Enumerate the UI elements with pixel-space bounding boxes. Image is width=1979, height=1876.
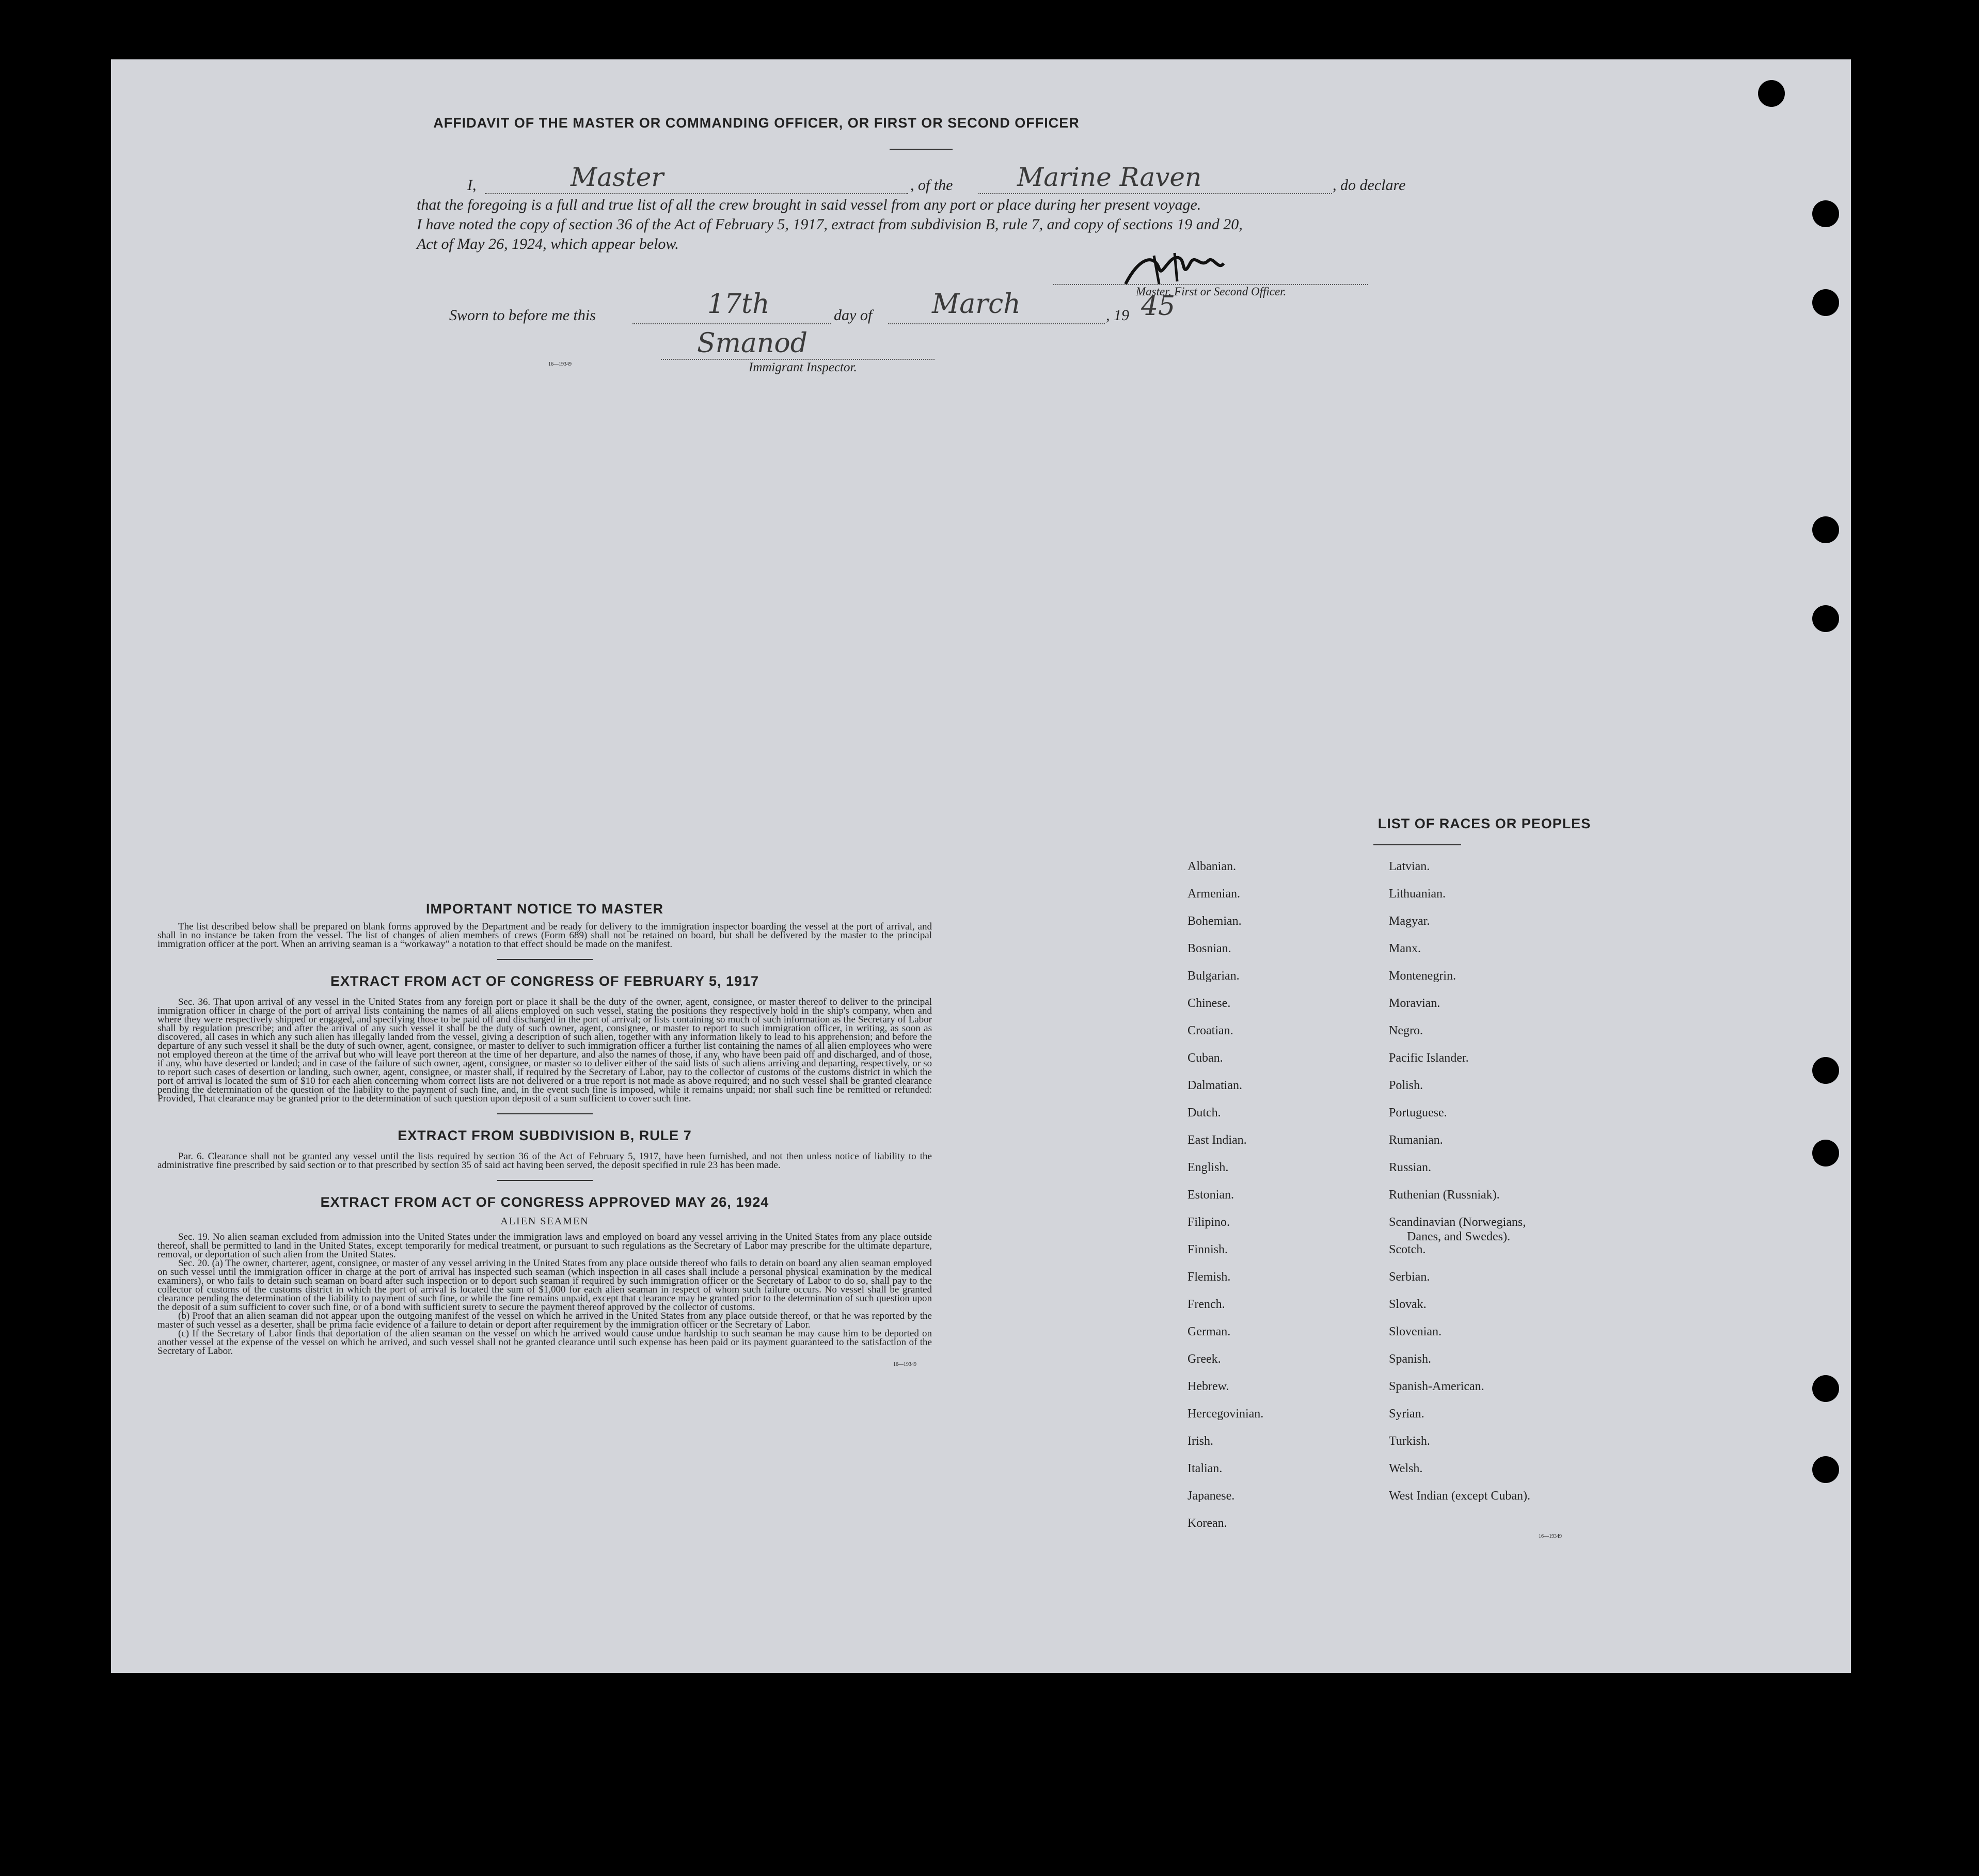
affidavit-form-number: 16—19349	[548, 361, 572, 367]
vessel-blank	[978, 193, 1332, 194]
race-item: Pacific Islander.	[1389, 1051, 1469, 1065]
race-item: Cuban.	[1188, 1051, 1223, 1065]
day-of-label: day of	[834, 307, 873, 324]
races-form-number: 16—19349	[1539, 1534, 1562, 1539]
inspector-line	[661, 359, 935, 360]
document-page	[111, 59, 1851, 1673]
sec-36-text: Sec. 36. That upon arrival of any vessel in the United States from any foreign port or place it shall be the duty of the owner, agent, consignee, or master thereof to deliver to the principal immigration officer in charge of the port of arrival lists containing the names of all aliens employed on such vessel, stating the positions they respectively hold in the ship's company, when and where they were respectively shipped or engaged, and specifying those to be paid off and discharged in the port of arrival; or lists containing so much of such information as the Secretary of Labor shall by regulation prescribe; and after the arrival of any such vessel it shall be the duty of such owner, agent, consignee, or master to report to such immigration officer, in writing, as soon as discovered, all cases in which any such alien has illegally landed from the vessel, giving a description of such alien, together with any information likely to lead to his apprehension; and before the departure of any such vessel it shall be the duty of such owner, agent, consignee, or master to deliver to such immigration officer a further list containing the names of all alien employees who were not employed thereon at the time of the arrival but who will leave port thereon at the time of her departure, and also the names of those, if any, who have been paid off and discharged, and of those, if any, who have deserted or landed; and in case of the failure of such owner, agent, consignee, or master so to deliver either of the said lists of such aliens arriving and departing, respectively, or so to report such cases of desertion or landing, such owner, agent, consignee, or master shall, if required by the Secretary of Labor, pay to the collector of customs of the customs district in which the port of arrival is located the sum of $10 for each alien concerning whom correct lists are not delivered or a true report is not made as above required; and no such vessel shall be granted clearance pending the determination of the question of the liability to the payment of such fine, and, in the event such fine is imposed, while it remains unpaid; nor shall such fine be remitted or refunded: Provided, That clearance may be granted prior to the determination of such question upon deposit of a sum sufficient to cover such fine.	[157, 997, 932, 1104]
race-item: Estonian.	[1188, 1188, 1234, 1202]
rule-7-body	[157, 1152, 932, 1170]
i-label: I,	[467, 177, 477, 194]
extract-1917-title: EXTRACT FROM ACT OF CONGRESS OF FEBRUARY 5, 1917	[330, 973, 759, 989]
race-item: Filipino.	[1188, 1216, 1230, 1229]
race-item: Ruthenian (Russniak).	[1389, 1188, 1500, 1202]
binder-hole	[1812, 1140, 1839, 1166]
race-item: Russian.	[1389, 1161, 1432, 1174]
race-item: Slovak.	[1389, 1298, 1427, 1311]
inspector-signature: Smanod	[697, 328, 808, 359]
race-item: Spanish-American.	[1389, 1380, 1484, 1393]
race-item: Welsh.	[1389, 1462, 1423, 1475]
of-the-label: , of the	[910, 177, 953, 194]
race-item: West Indian (except Cuban).	[1389, 1489, 1530, 1503]
race-item: Greek.	[1188, 1352, 1221, 1366]
race-item: Spanish.	[1389, 1352, 1432, 1366]
extract-1924-body	[157, 1233, 932, 1355]
race-item-continuation: Danes, and Swedes).	[1407, 1230, 1510, 1243]
sec-20c-text: (c) If the Secretary of Labor finds that deportation of the alien seaman on the vessel on which he arrived would cause undue hardship to such seaman he may cause him to be deported on another vessel at the expense of the vessel on which he arrived, and such vessel shall not be granted clearance until such expense has been paid or its payment guaranteed to the satisfaction of the Secretary of Labor.	[157, 1328, 932, 1357]
race-item: Finnish.	[1188, 1243, 1228, 1256]
binder-hole	[1812, 289, 1839, 316]
race-item: Italian.	[1188, 1462, 1223, 1475]
race-item: Slovenian.	[1389, 1325, 1442, 1338]
race-item: English.	[1188, 1161, 1229, 1174]
race-item: Moravian.	[1389, 997, 1440, 1010]
race-item: Armenian.	[1188, 887, 1240, 901]
extract-1917-body	[157, 998, 932, 1103]
race-item: Chinese.	[1188, 997, 1231, 1010]
master-signature	[1123, 248, 1226, 289]
race-item: Albanian.	[1188, 860, 1236, 873]
race-item: Dalmatian.	[1188, 1079, 1242, 1092]
race-item: Hercegovinian.	[1188, 1407, 1264, 1421]
race-item: Syrian.	[1389, 1407, 1424, 1421]
race-item: Polish.	[1389, 1079, 1423, 1092]
extract-1924-title: EXTRACT FROM ACT OF CONGRESS APPROVED MAY 26, 1924	[320, 1194, 769, 1210]
race-item: French.	[1188, 1298, 1225, 1311]
race-item: Serbian.	[1389, 1270, 1430, 1284]
divider-2	[497, 1113, 593, 1114]
handwritten-name: Master	[571, 162, 664, 192]
notice-body	[157, 922, 932, 949]
race-item: Bohemian.	[1188, 915, 1242, 928]
race-item: Bosnian.	[1188, 942, 1231, 955]
race-item: Scandinavian (Norwegians,	[1389, 1216, 1526, 1229]
title-divider	[890, 149, 953, 150]
month-blank	[888, 323, 1105, 324]
race-item: German.	[1188, 1325, 1231, 1338]
day-blank	[632, 323, 831, 324]
do-declare-label: , do declare	[1333, 177, 1406, 194]
race-item: Turkish.	[1389, 1434, 1430, 1448]
notice-form-number: 16—19349	[893, 1362, 916, 1367]
affidavit-title: AFFIDAVIT OF THE MASTER OR COMMANDING OFFICER, OR FIRST OR SECOND OFFICER	[433, 115, 1080, 131]
race-item: East Indian.	[1188, 1133, 1247, 1147]
binder-hole	[1812, 516, 1839, 543]
notice-title: IMPORTANT NOTICE TO MASTER	[426, 901, 663, 917]
race-item: Bulgarian.	[1188, 969, 1240, 983]
sec-19-text: Sec. 19. No alien seaman excluded from admission into the United States under the immigration laws and employed on board any vessel arriving in the United States from any place outside thereof, shall be permitted to land in the United States, except temporarily for medical treatment, or pursuant to such regulations as the Secretary of Labor may prescribe for the ultimate departure, removal, or deportation of such alien from the United States.	[157, 1232, 932, 1260]
race-item: Negro.	[1389, 1024, 1423, 1037]
race-item: Rumanian.	[1389, 1133, 1443, 1147]
binder-hole	[1812, 1456, 1839, 1483]
binder-hole	[1812, 1375, 1839, 1402]
race-item: Magyar.	[1389, 915, 1430, 928]
races-title: LIST OF RACES OR PEOPLES	[1378, 816, 1591, 831]
race-item: Croatian.	[1188, 1024, 1233, 1037]
inspector-caption: Immigrant Inspector.	[749, 360, 857, 374]
races-divider	[1373, 844, 1461, 845]
binder-hole	[1812, 200, 1839, 227]
rule-7-title: EXTRACT FROM SUBDIVISION B, RULE 7	[398, 1128, 692, 1143]
handwritten-year: 45	[1141, 291, 1176, 322]
sworn-label: Sworn to before me this	[449, 307, 596, 324]
race-item: Latvian.	[1389, 860, 1430, 873]
legal-notices	[157, 901, 932, 1367]
declaration-line-2: that the foregoing is a full and true list of all the crew brought in said vessel from any port or place during her present voyage.	[417, 196, 1201, 213]
sec-20a-text: Sec. 20. (a) The owner, charterer, agent, consignee, or master of any vessel arriving in the United States from any place outside thereof who fails to detain on board any alien seaman employed on such vessel until the immigration officer in charge at the port of arrival has inspected such seaman (which inspection in all cases shall include a personal physical examination by the medical examiners), or who fails to detain such seaman on board after such inspection or to deport such seaman if required by such immigration officer or the Secretary of Labor to do so, shall pay to the collector of customs of the customs district in which the port of arrival is located the sum of $1,000 for each alien seaman in respect of whom such failure occurs. No vessel shall be granted clearance pending the determination of the liability to payment of such fine, or while the fine remains unpaid, except that clearance may be granted prior to the determination of such question upon the deposit of a sum sufficient to cover such fine, or of a bond with sufficient surety to secure the payment thereof approved by the collector of customs.	[157, 1258, 932, 1313]
name-blank	[485, 193, 908, 194]
alien-seamen-subtitle: ALIEN SEAMEN	[500, 1216, 589, 1227]
handwritten-day: 17th	[707, 289, 770, 320]
binder-hole	[1812, 605, 1839, 632]
race-item: Irish.	[1188, 1434, 1213, 1448]
race-item: Japanese.	[1188, 1489, 1235, 1503]
race-item: Manx.	[1389, 942, 1421, 955]
race-item: Dutch.	[1188, 1106, 1221, 1120]
divider-3	[497, 1180, 593, 1181]
race-item: Korean.	[1188, 1517, 1227, 1530]
binder-hole	[1758, 80, 1785, 107]
binder-hole	[1812, 1057, 1839, 1084]
year-prefix: , 19	[1106, 307, 1129, 324]
divider-1	[497, 959, 593, 960]
sec-20b-text: (b) Proof that an alien seaman did not appear upon the outgoing manifest of the vessel on which he arrived in the United States from any place outside thereof, or that he was reported by the master of such vessel as a deserter, shall be prima facie evidence of a failure to detain or deport after requirement by the immigration officer or the Secretary of Labor.	[157, 1311, 932, 1330]
handwritten-month: March	[932, 289, 1021, 320]
notice-text: The list described below shall be prepared on blank forms approved by the Department and be ready for delivery to the immigration inspector boarding the vessel at the port of arrival, and shall in no instance be taken from the vessel. The list of changes of alien members of crews (Form 689) shall not be retained on board, but shall be delivered by the master to the principal immigration officer at the port. When an arriving seaman is a “workaway” a notation to that effect should be made on the manifest.	[157, 921, 932, 950]
declaration-line-4: Act of May 26, 1924, which appear below.	[417, 235, 679, 253]
race-item: Hebrew.	[1188, 1380, 1229, 1393]
declaration-line-1	[467, 162, 1495, 196]
handwritten-vessel: Marine Raven	[1017, 162, 1202, 192]
race-item: Lithuanian.	[1389, 887, 1446, 901]
race-item: Montenegrin.	[1389, 969, 1456, 983]
race-item: Flemish.	[1188, 1270, 1231, 1284]
race-item: Portuguese.	[1389, 1106, 1447, 1120]
race-item: Scotch.	[1389, 1243, 1426, 1256]
par-6-text: Par. 6. Clearance shall not be granted any vessel until the lists required by section 36 of the Act of February 5, 1917, have been furnished, and not then unless notice of liability to the administrative fine prescribed by said section or to that prescribed by section 35 of said act having been served, the deposit specified in rule 23 has been made.	[157, 1151, 932, 1171]
signer-caption: Master, First or Second Officer.	[1136, 285, 1287, 298]
declaration-line-3: I have noted the copy of section 36 of the Act of February 5, 1917, extract from subdivision B, rule 7, and copy of sections 19 and 20,	[417, 216, 1243, 233]
